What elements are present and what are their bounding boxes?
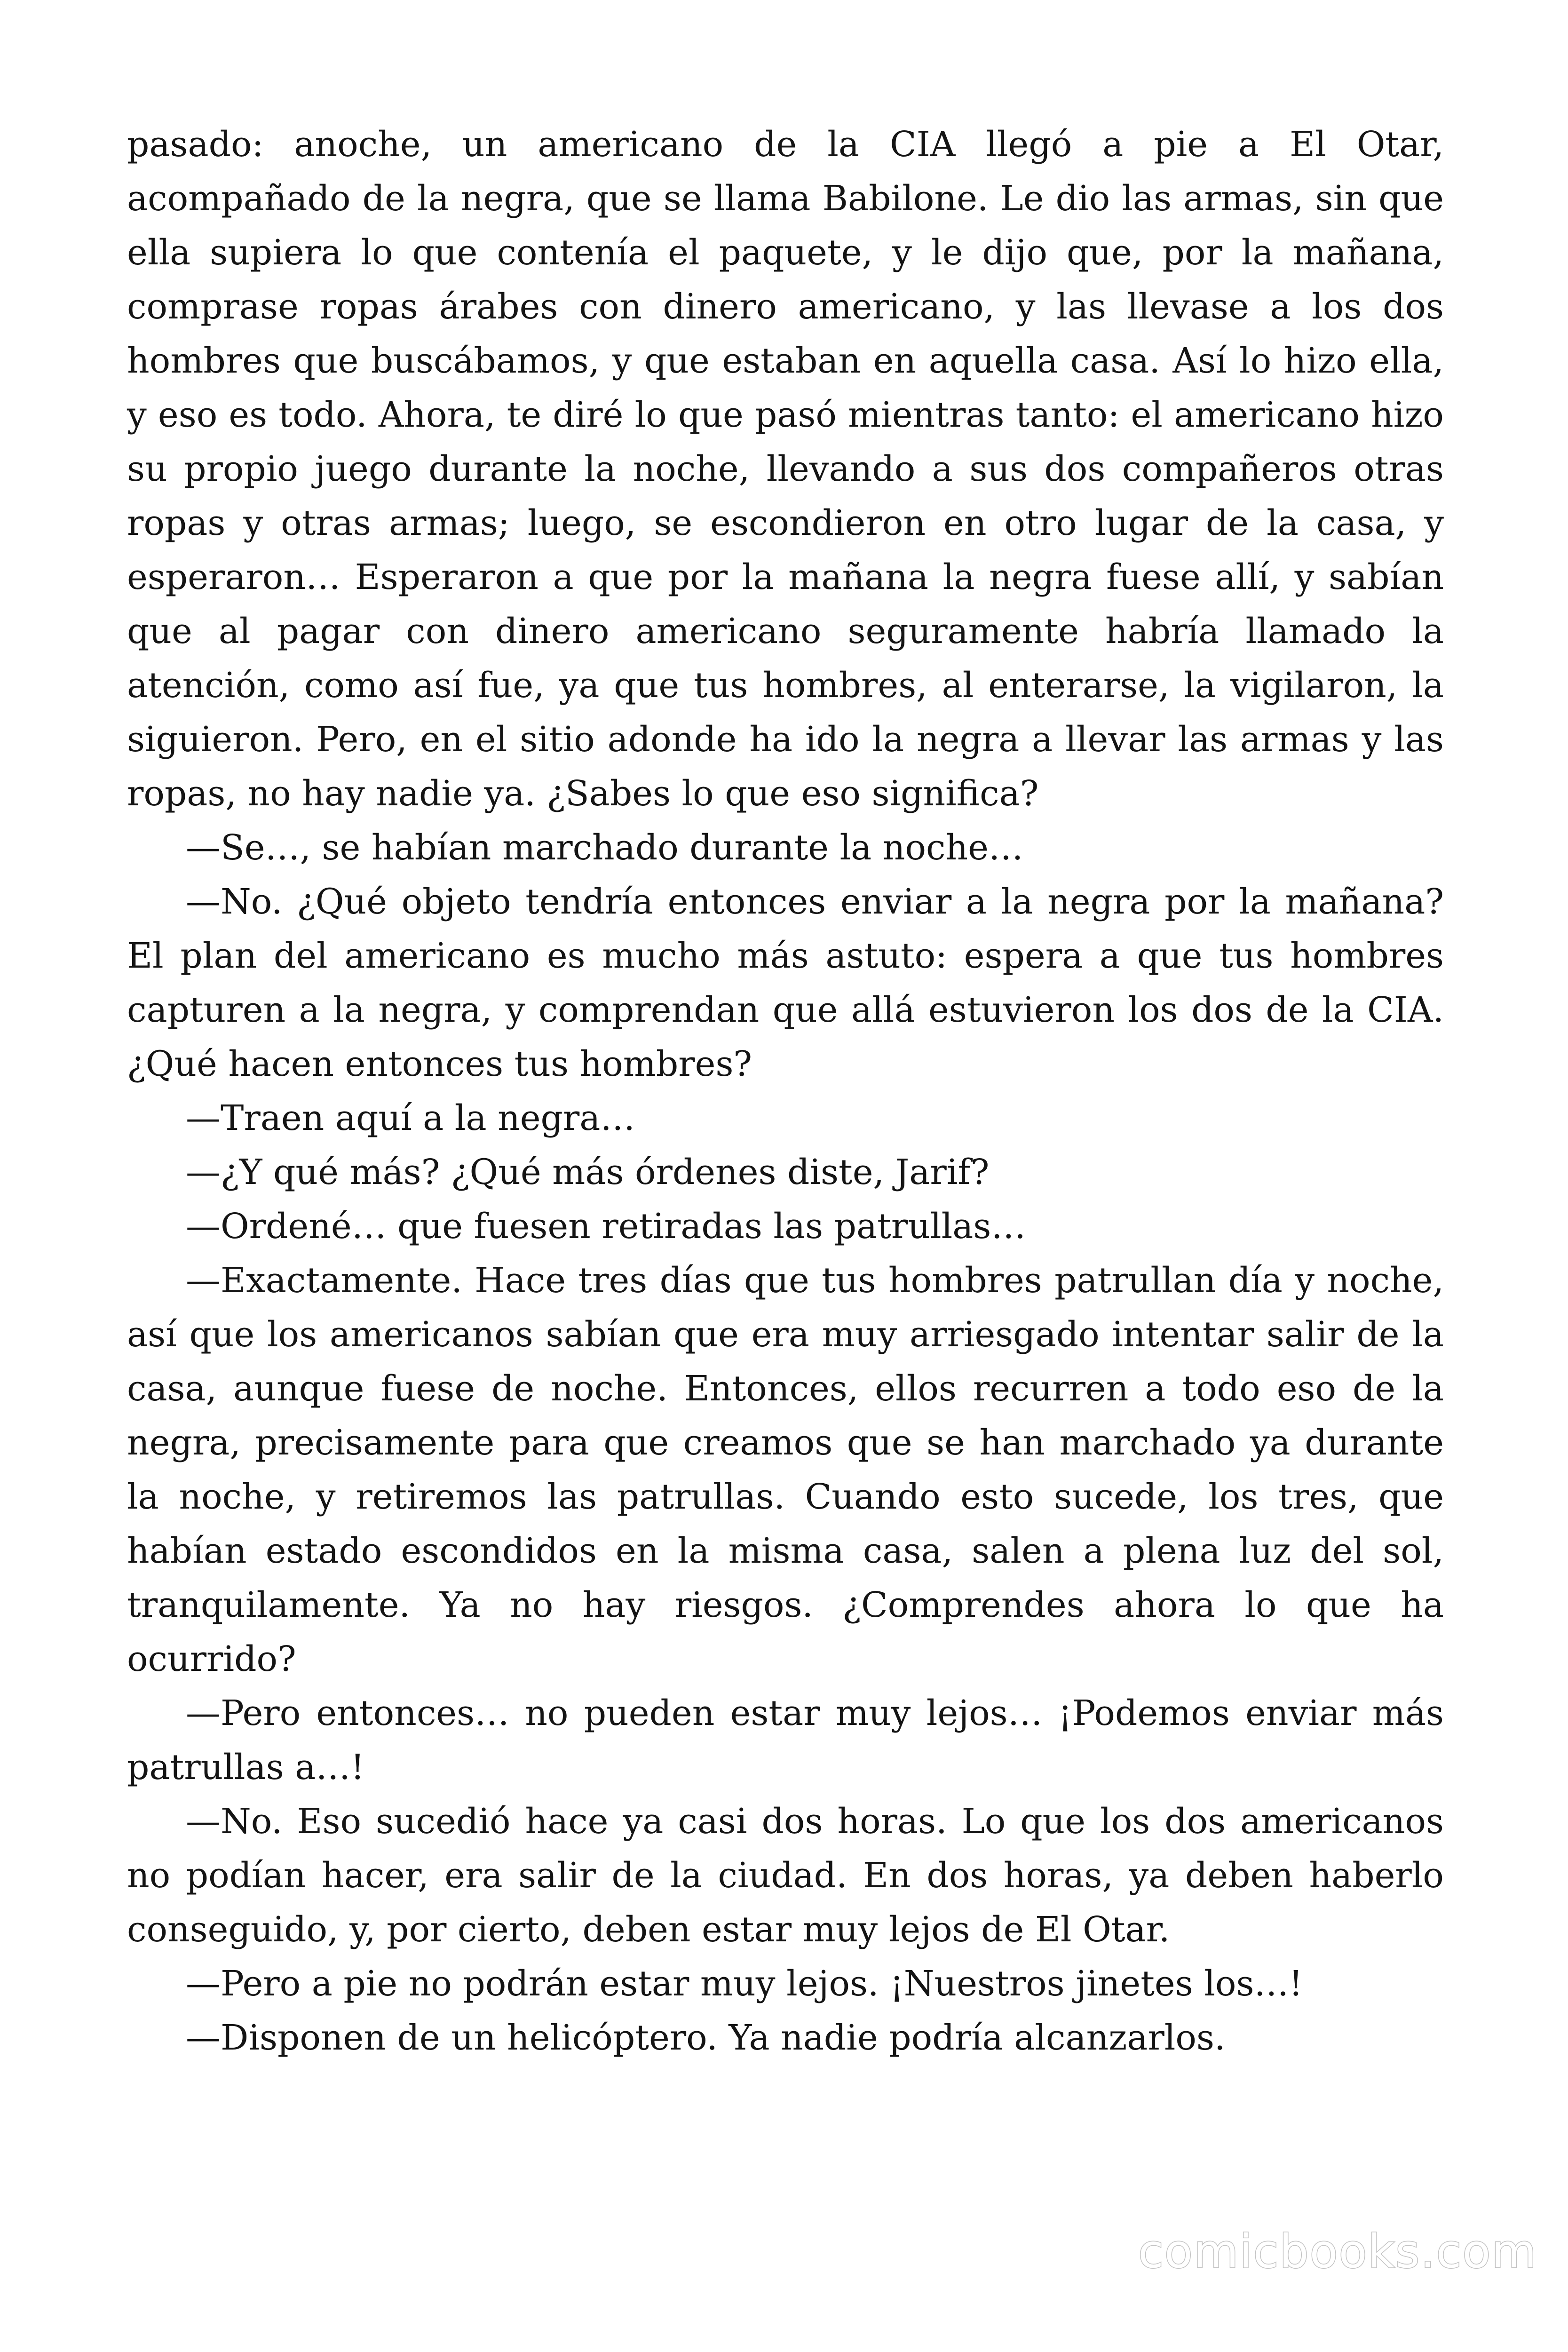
page-body bbox=[127, 118, 1444, 2065]
paragraph: —Traen aquí a la negra… bbox=[186, 1098, 635, 1138]
paragraph: —No. Eso sucedió hace ya casi dos horas. Lo que los dos americanos no podían hacer, era salir de la ciudad. En dos horas, ya deben haberlo conseguido, y, por cierto, deben estar muy lejos de El Otar. bbox=[127, 1801, 1444, 1950]
paragraph: —Se…, se habían marchado durante la noche… bbox=[186, 827, 1023, 868]
paragraph: —Pero entonces… no pueden estar muy lejos… ¡Podemos enviar más patrullas a…! bbox=[127, 1693, 1444, 1788]
watermark-logo: comicbooks.com bbox=[1138, 2225, 1537, 2279]
paragraph: —Pero a pie no podrán estar muy lejos. ¡Nuestros jinetes los…! bbox=[186, 1963, 1303, 2004]
paragraph: —¿Y qué más? ¿Qué más órdenes diste, Jarif? bbox=[186, 1152, 990, 1192]
paragraph: —Disponen de un helicóptero. Ya nadie podría alcanzarlos. bbox=[186, 2018, 1226, 2058]
paragraph: pasado: anoche, un americano de la CIA llegó a pie a El Otar, acompañado de la negra, que se llama Babilone. Le dio las armas, sin que ella supiera lo que contenía el paquete, y le dijo que, por la mañana, comprase ropas árabes con dinero americano, y las llevase a los dos hombres que buscábamos, y que estaban en aquella casa. Así lo hizo ella, y eso es todo. Ahora, te diré lo que pasó mientras tanto: el americano hizo su propio juego durante la noche, llevando a sus dos compañeros otras ropas y otras armas; luego, se escondieron en otro lugar de la casa, y esperaron… Esperaron a que por la mañana la negra fuese allí, y sabían que al pagar con dinero americano seguramente habría llamado la atención, como así fue, ya que tus hombres, al enterarse, la vigilaron, la siguieron. Pero, en el sitio adonde ha ido la negra a llevar las armas y las ropas, no hay nadie ya. ¿Sabes lo que eso significa? bbox=[127, 124, 1444, 814]
paragraph: —Ordené… que fuesen retiradas las patrullas… bbox=[186, 1206, 1026, 1247]
paragraph: —Exactamente. Hace tres días que tus hombres patrullan día y noche, así que los americanos sabían que era muy arriesgado intentar salir de la casa, aunque fuese de noche. Entonces, ellos recurren a todo eso de la negra, precisamente para que creamos que se han marchado ya durante la noche, y retiremos las patrullas. Cuando esto sucede, los tres, que habían estado escondidos en la misma casa, salen a plena luz del sol, tranquilamente. Ya no hay riesgos. ¿Comprendes ahora lo que ha ocurrido? bbox=[127, 1260, 1444, 1679]
paragraph: —No. ¿Qué objeto tendría entonces enviar a la negra por la mañana? El plan del americano es mucho más astuto: espera a que tus hombres capturen a la negra, y comprendan que allá estuvieron los dos de la CIA. ¿Qué hacen entonces tus hombres? bbox=[127, 882, 1444, 1084]
